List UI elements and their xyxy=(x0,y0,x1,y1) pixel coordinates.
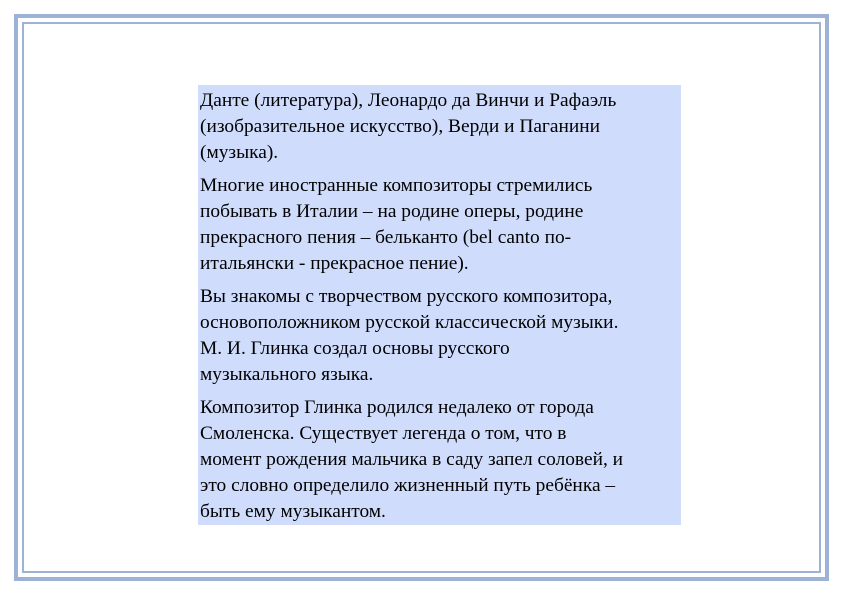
text-line: прекрасного пения – бельканто (bel canto по- xyxy=(200,227,572,248)
text-line: (музыка). xyxy=(200,142,279,163)
paragraph-glinka-founder xyxy=(200,284,679,388)
text-line: основоположником русской классической музыки. xyxy=(200,312,619,333)
text-line: Композитор Глинка родился недалеко от города xyxy=(200,397,594,418)
text-line: (изобразительное искусство), Верди и Паганини xyxy=(200,116,600,137)
text-block xyxy=(198,85,681,525)
paragraph-glinka-legend xyxy=(200,395,679,525)
text-line: момент рождения мальчика в саду запел соловей, и xyxy=(200,449,624,470)
text-line: побывать в Италии – на родине оперы, родине xyxy=(200,201,584,222)
paragraph-bel-canto xyxy=(200,173,679,277)
text-line: М. И. Глинка создал основы русского xyxy=(200,338,510,359)
paragraph-italian-masters xyxy=(200,88,679,166)
text-line: это словно определило жизненный путь ребёнка – xyxy=(200,475,616,496)
text-line: Вы знакомы с творчеством русского композитора, xyxy=(200,286,613,307)
text-line: быть ему музыкантом. xyxy=(200,501,386,522)
text-line: итальянски - прекрасное пение). xyxy=(200,253,469,274)
text-line: Данте (литература), Леонардо да Винчи и Рафаэль xyxy=(200,90,617,111)
text-line: Смоленска. Существует легенда о том, что в xyxy=(200,423,567,444)
text-line: Многие иностранные композиторы стремились xyxy=(200,175,593,196)
text-line: музыкального языка. xyxy=(200,364,374,385)
